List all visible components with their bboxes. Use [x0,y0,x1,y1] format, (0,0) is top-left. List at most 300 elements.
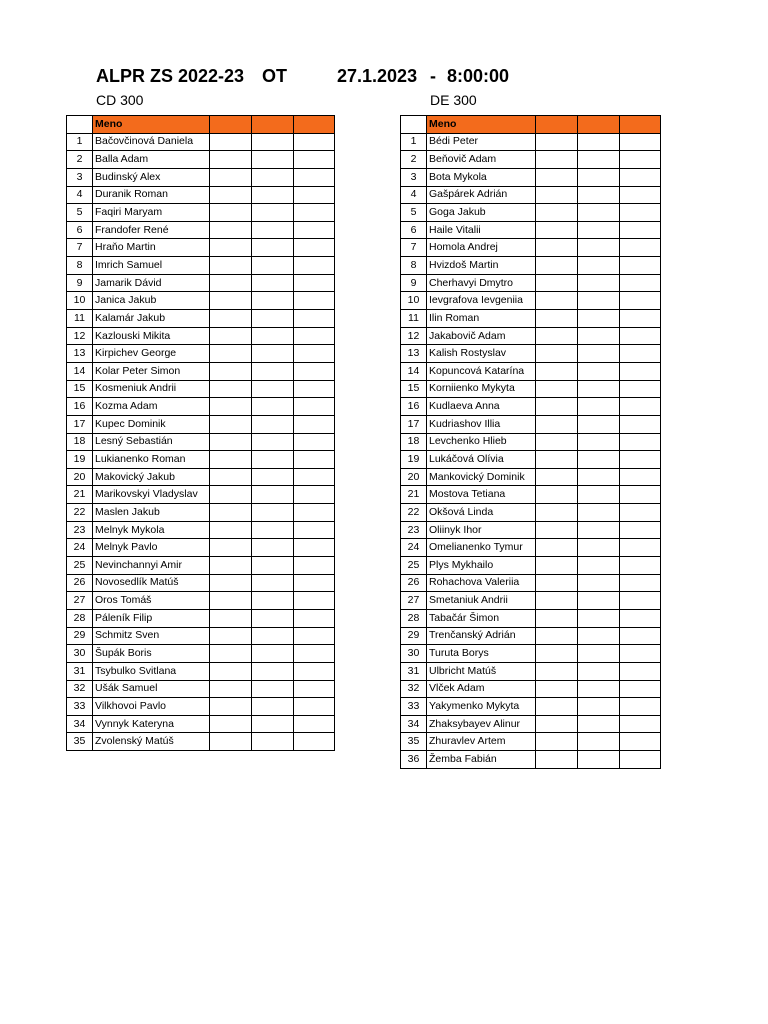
table-row [67,609,335,627]
empty-cell [536,345,578,363]
row-number: 17 [401,415,427,433]
empty-cell [294,627,335,645]
exam-time: 8:00:00 [447,66,510,86]
empty-cell [536,715,578,733]
student-name: Oros Tomáš [93,592,210,610]
student-name: Yakymenko Mykyta [427,698,536,716]
empty-cell [620,133,661,151]
empty-cell [578,239,620,257]
row-number: 18 [401,433,427,451]
table-row [401,486,661,504]
empty-cell [536,592,578,610]
empty-cell [294,362,335,380]
empty-cell [294,292,335,310]
row-number: 8 [67,257,93,275]
empty-cell [578,398,620,416]
empty-cell [210,521,252,539]
row-number: 11 [401,310,427,328]
student-name: Tsybulko Svitlana [93,662,210,680]
empty-cell [620,627,661,645]
empty-cell [536,310,578,328]
table-row [67,380,335,398]
student-name: Omelianenko Tymur [427,539,536,557]
table-header-row [401,116,661,134]
table-row [67,521,335,539]
student-name: Páleník Filip [93,609,210,627]
empty-cell [210,257,252,275]
row-number: 2 [67,151,93,169]
table-row [401,751,661,769]
empty-cell [252,662,294,680]
empty-cell [210,609,252,627]
empty-cell [536,539,578,557]
empty-cell [210,574,252,592]
row-number: 25 [401,557,427,575]
row-number: 18 [67,433,93,451]
table-row [401,362,661,380]
student-name: Makovický Jakub [93,468,210,486]
empty-cell [536,380,578,398]
empty-cell [620,698,661,716]
empty-cell [252,345,294,363]
row-number: 1 [401,133,427,151]
student-name: Lukáčová Olívia [427,451,536,469]
table-row [401,733,661,751]
student-name: Zhuravlev Artem [427,733,536,751]
empty-cell [620,557,661,575]
header-empty-cell [620,116,661,134]
student-name: Beňovič Adam [427,151,536,169]
student-name: Jakabovič Adam [427,327,536,345]
empty-cell [536,274,578,292]
empty-cell [210,627,252,645]
student-name: Vilkhovoi Pavlo [93,698,210,716]
student-name: Hraňo Martin [93,239,210,257]
empty-cell [578,609,620,627]
empty-cell [536,680,578,698]
row-number: 14 [67,362,93,380]
empty-cell [578,380,620,398]
student-name: Kupec Dominik [93,415,210,433]
empty-cell [578,698,620,716]
empty-cell [536,468,578,486]
empty-cell [578,204,620,222]
row-number: 10 [401,292,427,310]
empty-cell [536,204,578,222]
row-number: 23 [401,521,427,539]
student-name: Nevinchannyi Amir [93,557,210,575]
empty-cell [294,504,335,522]
row-number: 1 [67,133,93,151]
empty-cell [294,327,335,345]
table-row [67,186,335,204]
empty-cell [578,327,620,345]
empty-cell [252,574,294,592]
row-number: 3 [67,168,93,186]
empty-cell [620,645,661,663]
row-number: 10 [67,292,93,310]
empty-cell [578,574,620,592]
table-row [401,715,661,733]
student-name: Ulbricht Matúš [427,662,536,680]
empty-cell [578,186,620,204]
empty-cell [620,186,661,204]
empty-cell [620,680,661,698]
student-name: Goga Jakub [427,204,536,222]
empty-cell [252,451,294,469]
student-name: Lesný Sebastián [93,433,210,451]
empty-cell [536,645,578,663]
row-number: 9 [67,274,93,292]
row-number: 12 [401,327,427,345]
empty-cell [578,521,620,539]
row-number: 34 [67,715,93,733]
student-name: Kalish Rostyslav [427,345,536,363]
header-empty-cell [210,116,252,134]
empty-cell [252,257,294,275]
empty-cell [620,327,661,345]
row-number: 36 [401,751,427,769]
table-row [67,557,335,575]
empty-cell [210,451,252,469]
table-row [401,327,661,345]
empty-cell [620,733,661,751]
student-name: Bota Mykola [427,168,536,186]
row-number: 30 [67,645,93,663]
empty-cell [578,415,620,433]
student-name: Šupák Boris [93,645,210,663]
student-name: Budinský Alex [93,168,210,186]
empty-cell [210,310,252,328]
empty-cell [252,327,294,345]
table-row [67,151,335,169]
row-number: 22 [401,504,427,522]
empty-cell [210,733,252,751]
row-number: 4 [401,186,427,204]
row-number: 19 [401,451,427,469]
empty-cell [210,274,252,292]
table-row [67,415,335,433]
row-number: 21 [401,486,427,504]
table-row [401,680,661,698]
row-number: 7 [67,239,93,257]
row-number: 24 [401,539,427,557]
empty-cell [294,221,335,239]
empty-cell [536,486,578,504]
row-number: 35 [401,733,427,751]
empty-cell [294,257,335,275]
table-row [67,310,335,328]
student-name: Smetaniuk Andrii [427,592,536,610]
table-row [67,239,335,257]
table-row [67,539,335,557]
table-row [401,292,661,310]
row-number: 30 [401,645,427,663]
empty-cell [252,362,294,380]
table-row [67,698,335,716]
empty-cell [620,362,661,380]
empty-cell [294,151,335,169]
empty-cell [620,380,661,398]
empty-cell [578,680,620,698]
empty-cell [578,662,620,680]
row-number: 5 [67,204,93,222]
empty-cell [210,239,252,257]
empty-cell [210,557,252,575]
table-row [401,398,661,416]
course-title: ALPR ZS 2022-23 [96,66,245,86]
row-number: 17 [67,415,93,433]
student-name: Zhaksybayev Alinur [427,715,536,733]
empty-cell [252,539,294,557]
roster-table-right [400,115,661,769]
empty-cell [620,592,661,610]
student-name: Kosmeniuk Andrii [93,380,210,398]
table-row [401,415,661,433]
student-name: Mostova Tetiana [427,486,536,504]
header-empty-cell [252,116,294,134]
student-name: Kopuncová Katarína [427,362,536,380]
empty-cell [620,168,661,186]
row-number: 14 [401,362,427,380]
empty-cell [536,292,578,310]
empty-cell [294,468,335,486]
empty-cell [536,557,578,575]
student-name: Jamarik Dávid [93,274,210,292]
empty-cell [620,398,661,416]
row-number: 8 [401,257,427,275]
room-label-right: DE 300 [430,92,477,108]
student-name: Turuta Borys [427,645,536,663]
empty-cell [578,292,620,310]
empty-cell [210,433,252,451]
empty-cell [252,698,294,716]
empty-cell [536,398,578,416]
empty-cell [294,204,335,222]
student-name: Haile Vitalii [427,221,536,239]
table-row [401,133,661,151]
empty-cell [578,221,620,239]
date-time-separator: - [430,66,436,86]
student-name: Homola Andrej [427,239,536,257]
row-number: 13 [401,345,427,363]
empty-cell [210,680,252,698]
empty-cell [294,168,335,186]
empty-cell [252,645,294,663]
row-number: 26 [401,574,427,592]
empty-cell [252,715,294,733]
empty-cell [252,274,294,292]
row-number: 34 [401,715,427,733]
empty-cell [536,133,578,151]
table-row [67,398,335,416]
student-name: Trenčanský Adrián [427,627,536,645]
empty-cell [620,292,661,310]
table-row [401,186,661,204]
empty-cell [578,310,620,328]
empty-cell [578,627,620,645]
empty-cell [210,592,252,610]
table-row [67,592,335,610]
empty-cell [620,310,661,328]
empty-cell [294,557,335,575]
row-number: 6 [67,221,93,239]
empty-cell [536,362,578,380]
empty-cell [294,133,335,151]
empty-cell [620,486,661,504]
student-name: Frandofer René [93,221,210,239]
empty-cell [578,133,620,151]
empty-cell [536,662,578,680]
student-name: Cherhavyi Dmytro [427,274,536,292]
student-name: Kudriashov Illia [427,415,536,433]
row-number: 19 [67,451,93,469]
table-row [401,433,661,451]
student-name: Plys Mykhailo [427,557,536,575]
student-name: Rohachova Valeriia [427,574,536,592]
empty-cell [210,345,252,363]
row-number: 32 [401,680,427,698]
empty-cell [252,680,294,698]
student-name: Ušák Samuel [93,680,210,698]
table-row [401,627,661,645]
table-row [67,627,335,645]
table-row [401,221,661,239]
empty-cell [620,257,661,275]
empty-cell [294,521,335,539]
empty-cell [620,521,661,539]
empty-cell [210,133,252,151]
table-row [67,292,335,310]
table-row [401,239,661,257]
header-number-cell [401,116,427,134]
student-name: Kalamár Jakub [93,310,210,328]
student-name: Lukianenko Roman [93,451,210,469]
empty-cell [620,715,661,733]
table-row [401,257,661,275]
empty-cell [210,327,252,345]
table-row [67,274,335,292]
table-row [401,504,661,522]
empty-cell [210,539,252,557]
empty-cell [294,680,335,698]
student-name: Kolar Peter Simon [93,362,210,380]
empty-cell [294,239,335,257]
student-name: Faqiri Maryam [93,204,210,222]
row-number: 6 [401,221,427,239]
table-row [401,574,661,592]
empty-cell [294,592,335,610]
student-name: Zvolenský Matúš [93,733,210,751]
row-number: 29 [401,627,427,645]
empty-cell [252,627,294,645]
empty-cell [620,151,661,169]
empty-cell [578,486,620,504]
empty-cell [536,433,578,451]
empty-cell [294,415,335,433]
empty-cell [536,186,578,204]
empty-cell [294,310,335,328]
empty-cell [294,433,335,451]
empty-cell [294,733,335,751]
empty-cell [210,362,252,380]
table-row [67,345,335,363]
table-row [67,733,335,751]
student-name: Žemba Fabián [427,751,536,769]
empty-cell [252,186,294,204]
empty-cell [252,239,294,257]
empty-cell [210,698,252,716]
table-row [401,539,661,557]
student-name: Imrich Samuel [93,257,210,275]
empty-cell [210,486,252,504]
row-number: 28 [401,609,427,627]
empty-cell [210,415,252,433]
empty-cell [536,698,578,716]
row-number: 24 [67,539,93,557]
row-number: 5 [401,204,427,222]
student-name: Kirpichev George [93,345,210,363]
empty-cell [620,609,661,627]
empty-cell [536,627,578,645]
empty-cell [620,539,661,557]
student-name: Marikovskyi Vladyslav [93,486,210,504]
row-number: 15 [67,380,93,398]
empty-cell [578,451,620,469]
empty-cell [620,451,661,469]
table-row [401,380,661,398]
empty-cell [210,292,252,310]
row-number: 33 [67,698,93,716]
table-row [67,327,335,345]
empty-cell [210,398,252,416]
table-row [401,204,661,222]
student-name: Bačovčinová Daniela [93,133,210,151]
empty-cell [210,186,252,204]
roster-table-left [66,115,335,751]
row-number: 12 [67,327,93,345]
table-row [67,574,335,592]
student-name: Gašpárek Adrián [427,186,536,204]
student-name: Mankovický Dominik [427,468,536,486]
empty-cell [294,380,335,398]
empty-cell [252,151,294,169]
empty-cell [294,345,335,363]
student-name: Janica Jakub [93,292,210,310]
empty-cell [620,751,661,769]
empty-cell [536,751,578,769]
empty-cell [252,521,294,539]
student-name: Duranik Roman [93,186,210,204]
column-header-name: Meno [93,116,210,134]
student-name: Melnyk Mykola [93,521,210,539]
empty-cell [536,327,578,345]
empty-cell [578,345,620,363]
empty-cell [536,609,578,627]
student-name: Kazlouski Mikita [93,327,210,345]
exam-type: OT [262,66,287,86]
student-name: Okšová Linda [427,504,536,522]
student-name: Vynnyk Kateryna [93,715,210,733]
empty-cell [252,557,294,575]
empty-cell [252,468,294,486]
table-row [67,715,335,733]
table-row [401,662,661,680]
empty-cell [252,504,294,522]
empty-cell [294,486,335,504]
empty-cell [536,521,578,539]
empty-cell [578,433,620,451]
